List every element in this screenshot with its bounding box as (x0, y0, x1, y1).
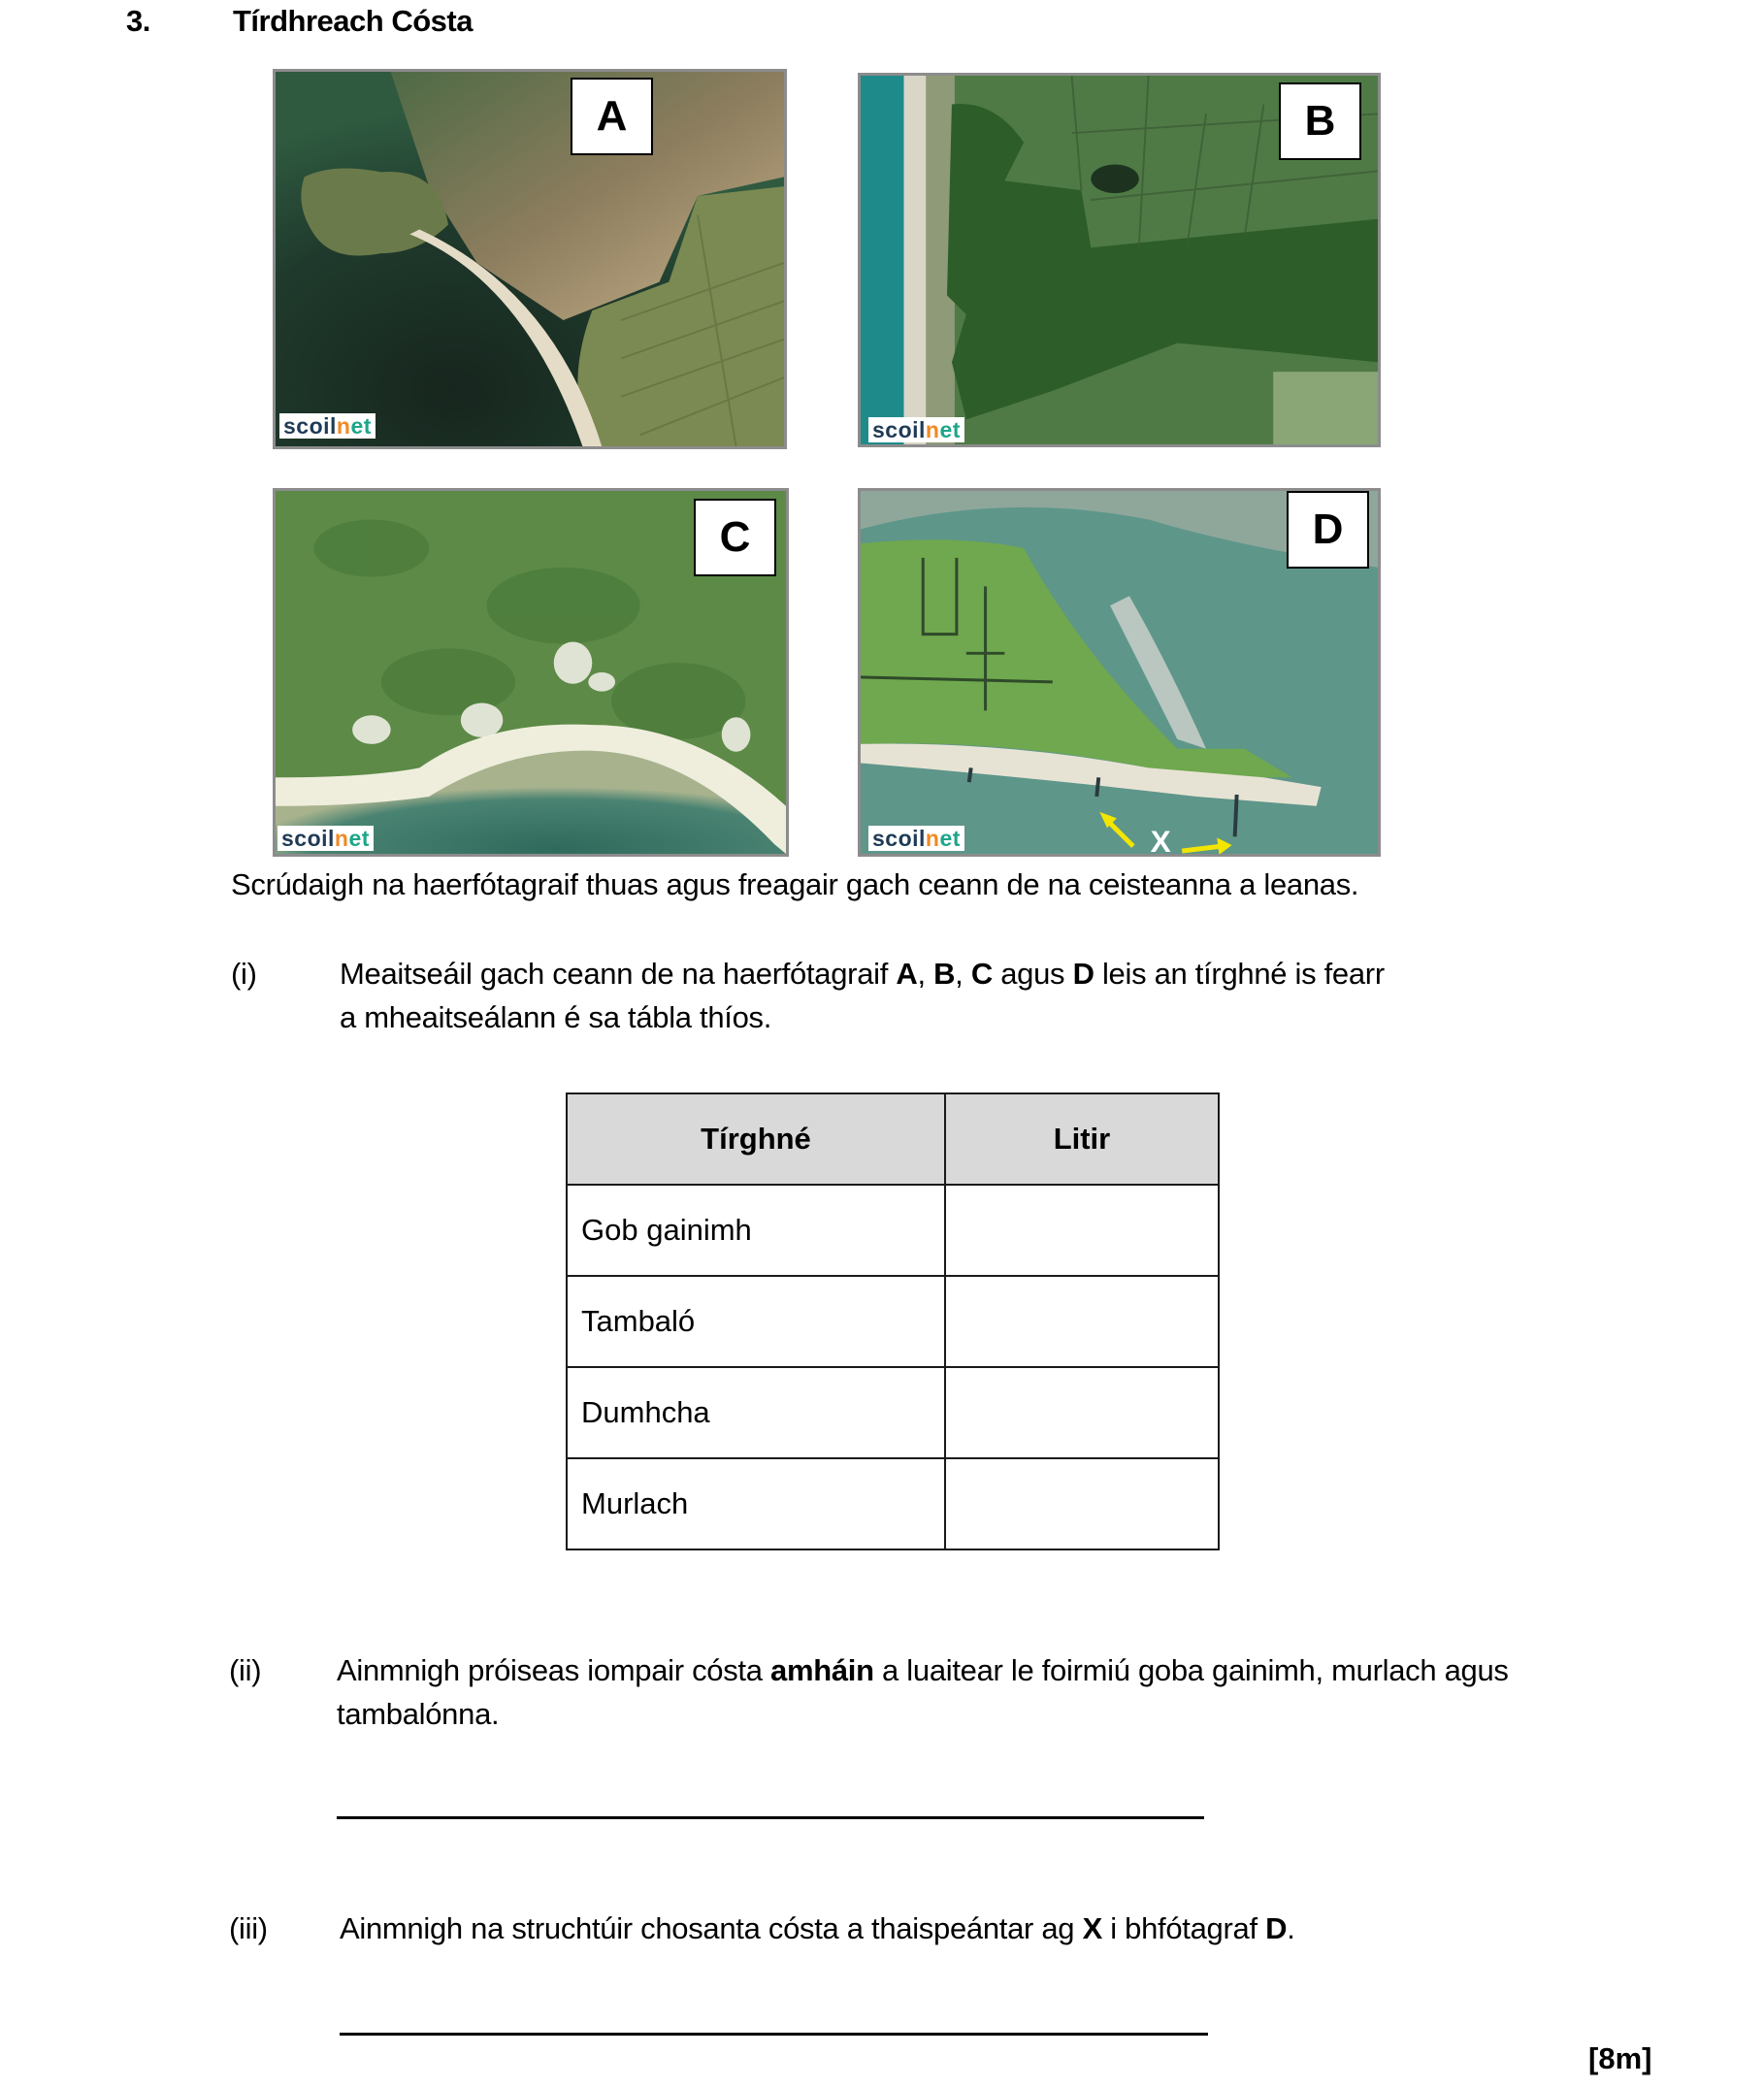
part-ii-text-line2: tambalónna. (337, 1697, 500, 1731)
table-row (567, 1367, 1219, 1458)
answer-line-ii[interactable] (337, 1816, 1204, 1819)
scoilnet-logo: scoilnet (868, 417, 964, 442)
part-iii-number: (iii) (229, 1911, 268, 1945)
landform-cell: Dumhcha (567, 1367, 945, 1458)
table-row (567, 1185, 1219, 1276)
photo-label-d: D (1287, 491, 1369, 569)
answer-line-iii[interactable] (340, 2033, 1208, 2036)
landform-cell: Tambaló (567, 1276, 945, 1367)
header-letter: Litir (945, 1093, 1219, 1185)
aerial-photo-d (858, 488, 1381, 857)
part-i-text-line2: a mheaitseálann é sa tábla thíos. (340, 1000, 772, 1034)
scoilnet-logo: scoilnet (868, 826, 964, 851)
letter-answer-cell[interactable] (945, 1185, 1219, 1276)
header-landform: Tírghné (567, 1093, 945, 1185)
question-title: Tírdhreach Cósta (233, 4, 473, 38)
table-row (567, 1276, 1219, 1367)
aerial-photo-a (273, 69, 787, 449)
part-ii-text-line1: Ainmnigh próiseas iompair cósta amháin a luaitear le foirmiú goba gainimh, murlach agus (337, 1653, 1509, 1687)
marker-x: X (1150, 824, 1171, 854)
scoilnet-logo: scoilnet (278, 826, 374, 851)
table-header-row (567, 1093, 1219, 1185)
part-i-text-line1: Meaitseáil gach ceann de na haerfótagraif A, B, C agus D leis an tírghné is fearr (340, 957, 1385, 991)
table-row (567, 1458, 1219, 1549)
photo-label-c: C (694, 499, 776, 576)
question-number: 3. (126, 4, 150, 38)
part-i-number: (i) (231, 957, 257, 991)
instruction-text: Scrúdaigh na haerfótagraif thuas agus freagair gach ceann de na ceisteanna a leanas. (231, 867, 1359, 901)
part-ii-number: (ii) (229, 1653, 262, 1687)
photo-label-b: B (1279, 82, 1361, 160)
landform-cell: Gob gainimh (567, 1185, 945, 1276)
aerial-photo-b (858, 73, 1381, 447)
letter-answer-cell[interactable] (945, 1276, 1219, 1367)
letter-answer-cell[interactable] (945, 1458, 1219, 1549)
aerial-photo-c (273, 488, 789, 857)
landform-matching-table (566, 1092, 1220, 1550)
part-iii-text: Ainmnigh na struchtúir chosanta cósta a thaispeántar ag X i bhfótagraf D. (340, 1911, 1295, 1945)
marks-label: [8m] (1588, 2041, 1652, 2075)
letter-answer-cell[interactable] (945, 1367, 1219, 1458)
scoilnet-logo: scoilnet (279, 413, 376, 439)
photo-a-image (276, 72, 784, 446)
photo-label-a: A (571, 78, 653, 155)
landform-cell: Murlach (567, 1458, 945, 1549)
